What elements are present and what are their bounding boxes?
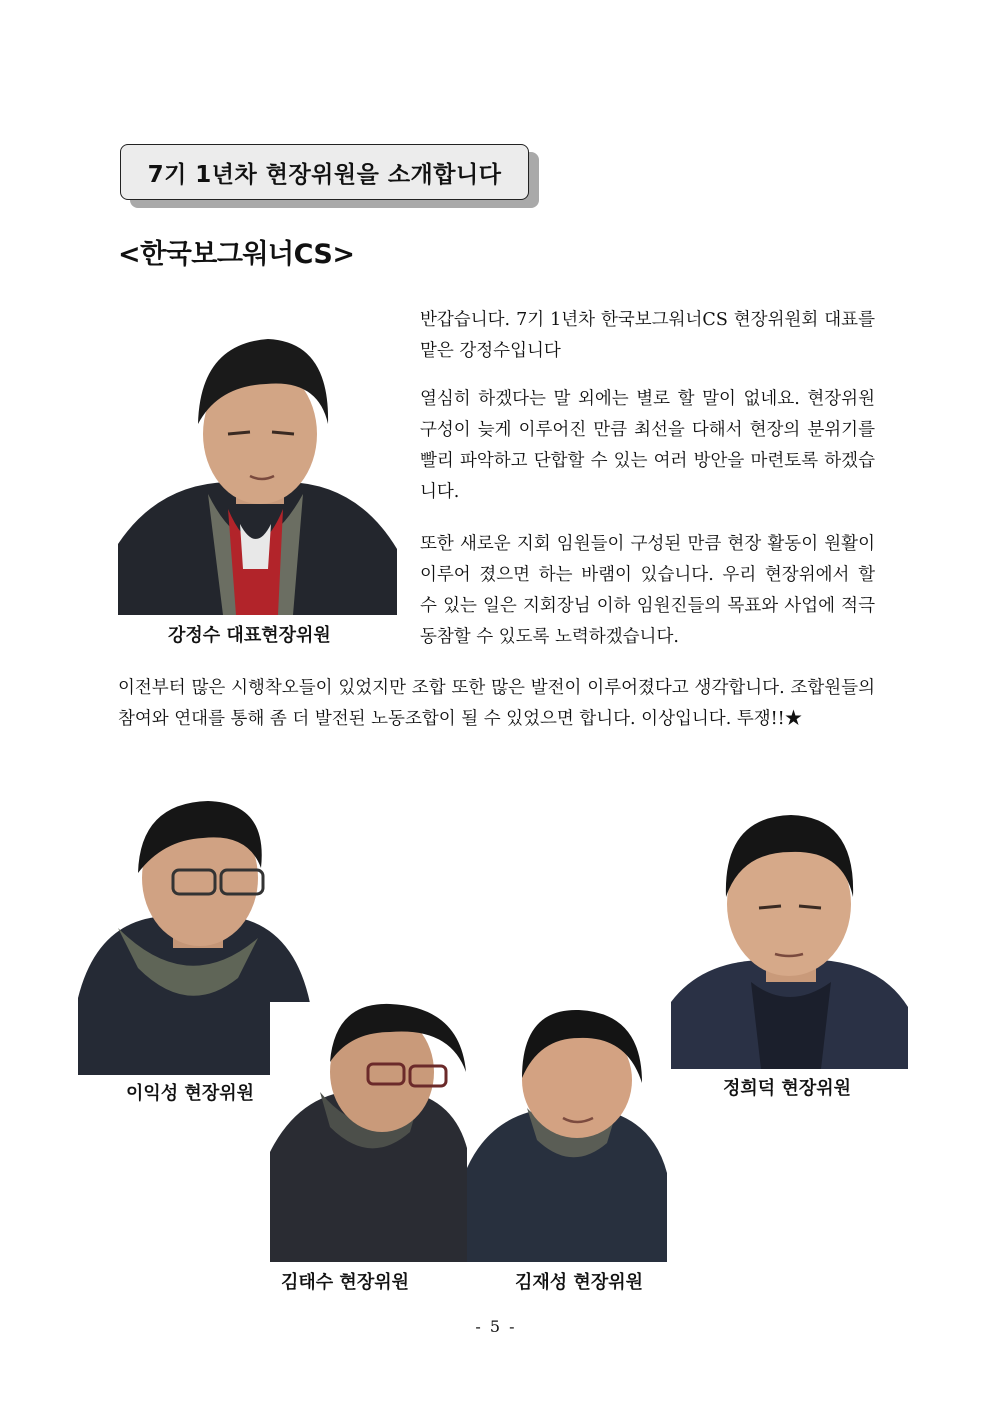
intro-paragraph-4: 이전부터 많은 시행착오들이 있었지만 조합 또한 많은 발전이 이루어졌다고 생각합니다. 조합원들의 참여와 연대를 통해 좀 더 발전된 노동조합이 될 수 있었으면 합니다. 이상입니다. 투쟁!!★ [118, 678, 875, 729]
photo-main-representative [118, 334, 397, 615]
photo-member-4 [671, 812, 908, 1069]
title-box [120, 144, 529, 200]
photo-member-3 [467, 1008, 667, 1262]
intro-paragraph-1: 반갑습니다. 7기 1년차 한국보그워너CS 현장위원회 대표를 맡은 강정수입니다 [420, 310, 875, 361]
intro-paragraph-3: 또한 새로운 지회 임원들이 구성된 만큼 현장 활동이 원활이 이루어 졌으면 하는 바램이 있습니다. 우리 현장위에서 할 수 있는 일은 지회장님 이하 임원진들의 목표와 사업에 적극 동참할 수 있도록 노력하겠습니다. [420, 534, 875, 647]
caption-main-representative: 강정수 대표현장위원 [168, 625, 331, 646]
caption-member-1: 이익성 현장위원 [126, 1083, 254, 1104]
photo-member-2 [270, 1002, 468, 1262]
caption-member-2: 김태수 현장위원 [281, 1272, 409, 1293]
caption-member-3: 김재성 현장위원 [515, 1272, 643, 1293]
section-heading: <한국보그워너CS> [118, 239, 355, 270]
caption-member-4: 정희덕 현장위원 [723, 1078, 851, 1099]
page-title: 7기 1년차 현장위원을 소개합니다 [147, 161, 502, 188]
intro-paragraph-2: 열심히 하겠다는 말 외에는 별로 할 말이 없네요. 현장위원 구성이 늦게 이루어진 만큼 최선을 다해서 현장의 분위기를 빨리 파악하고 단합할 수 있는 여러 방안을 마련토록 하겠습니다. [420, 389, 875, 502]
page-number: - 5 - [475, 1317, 517, 1336]
